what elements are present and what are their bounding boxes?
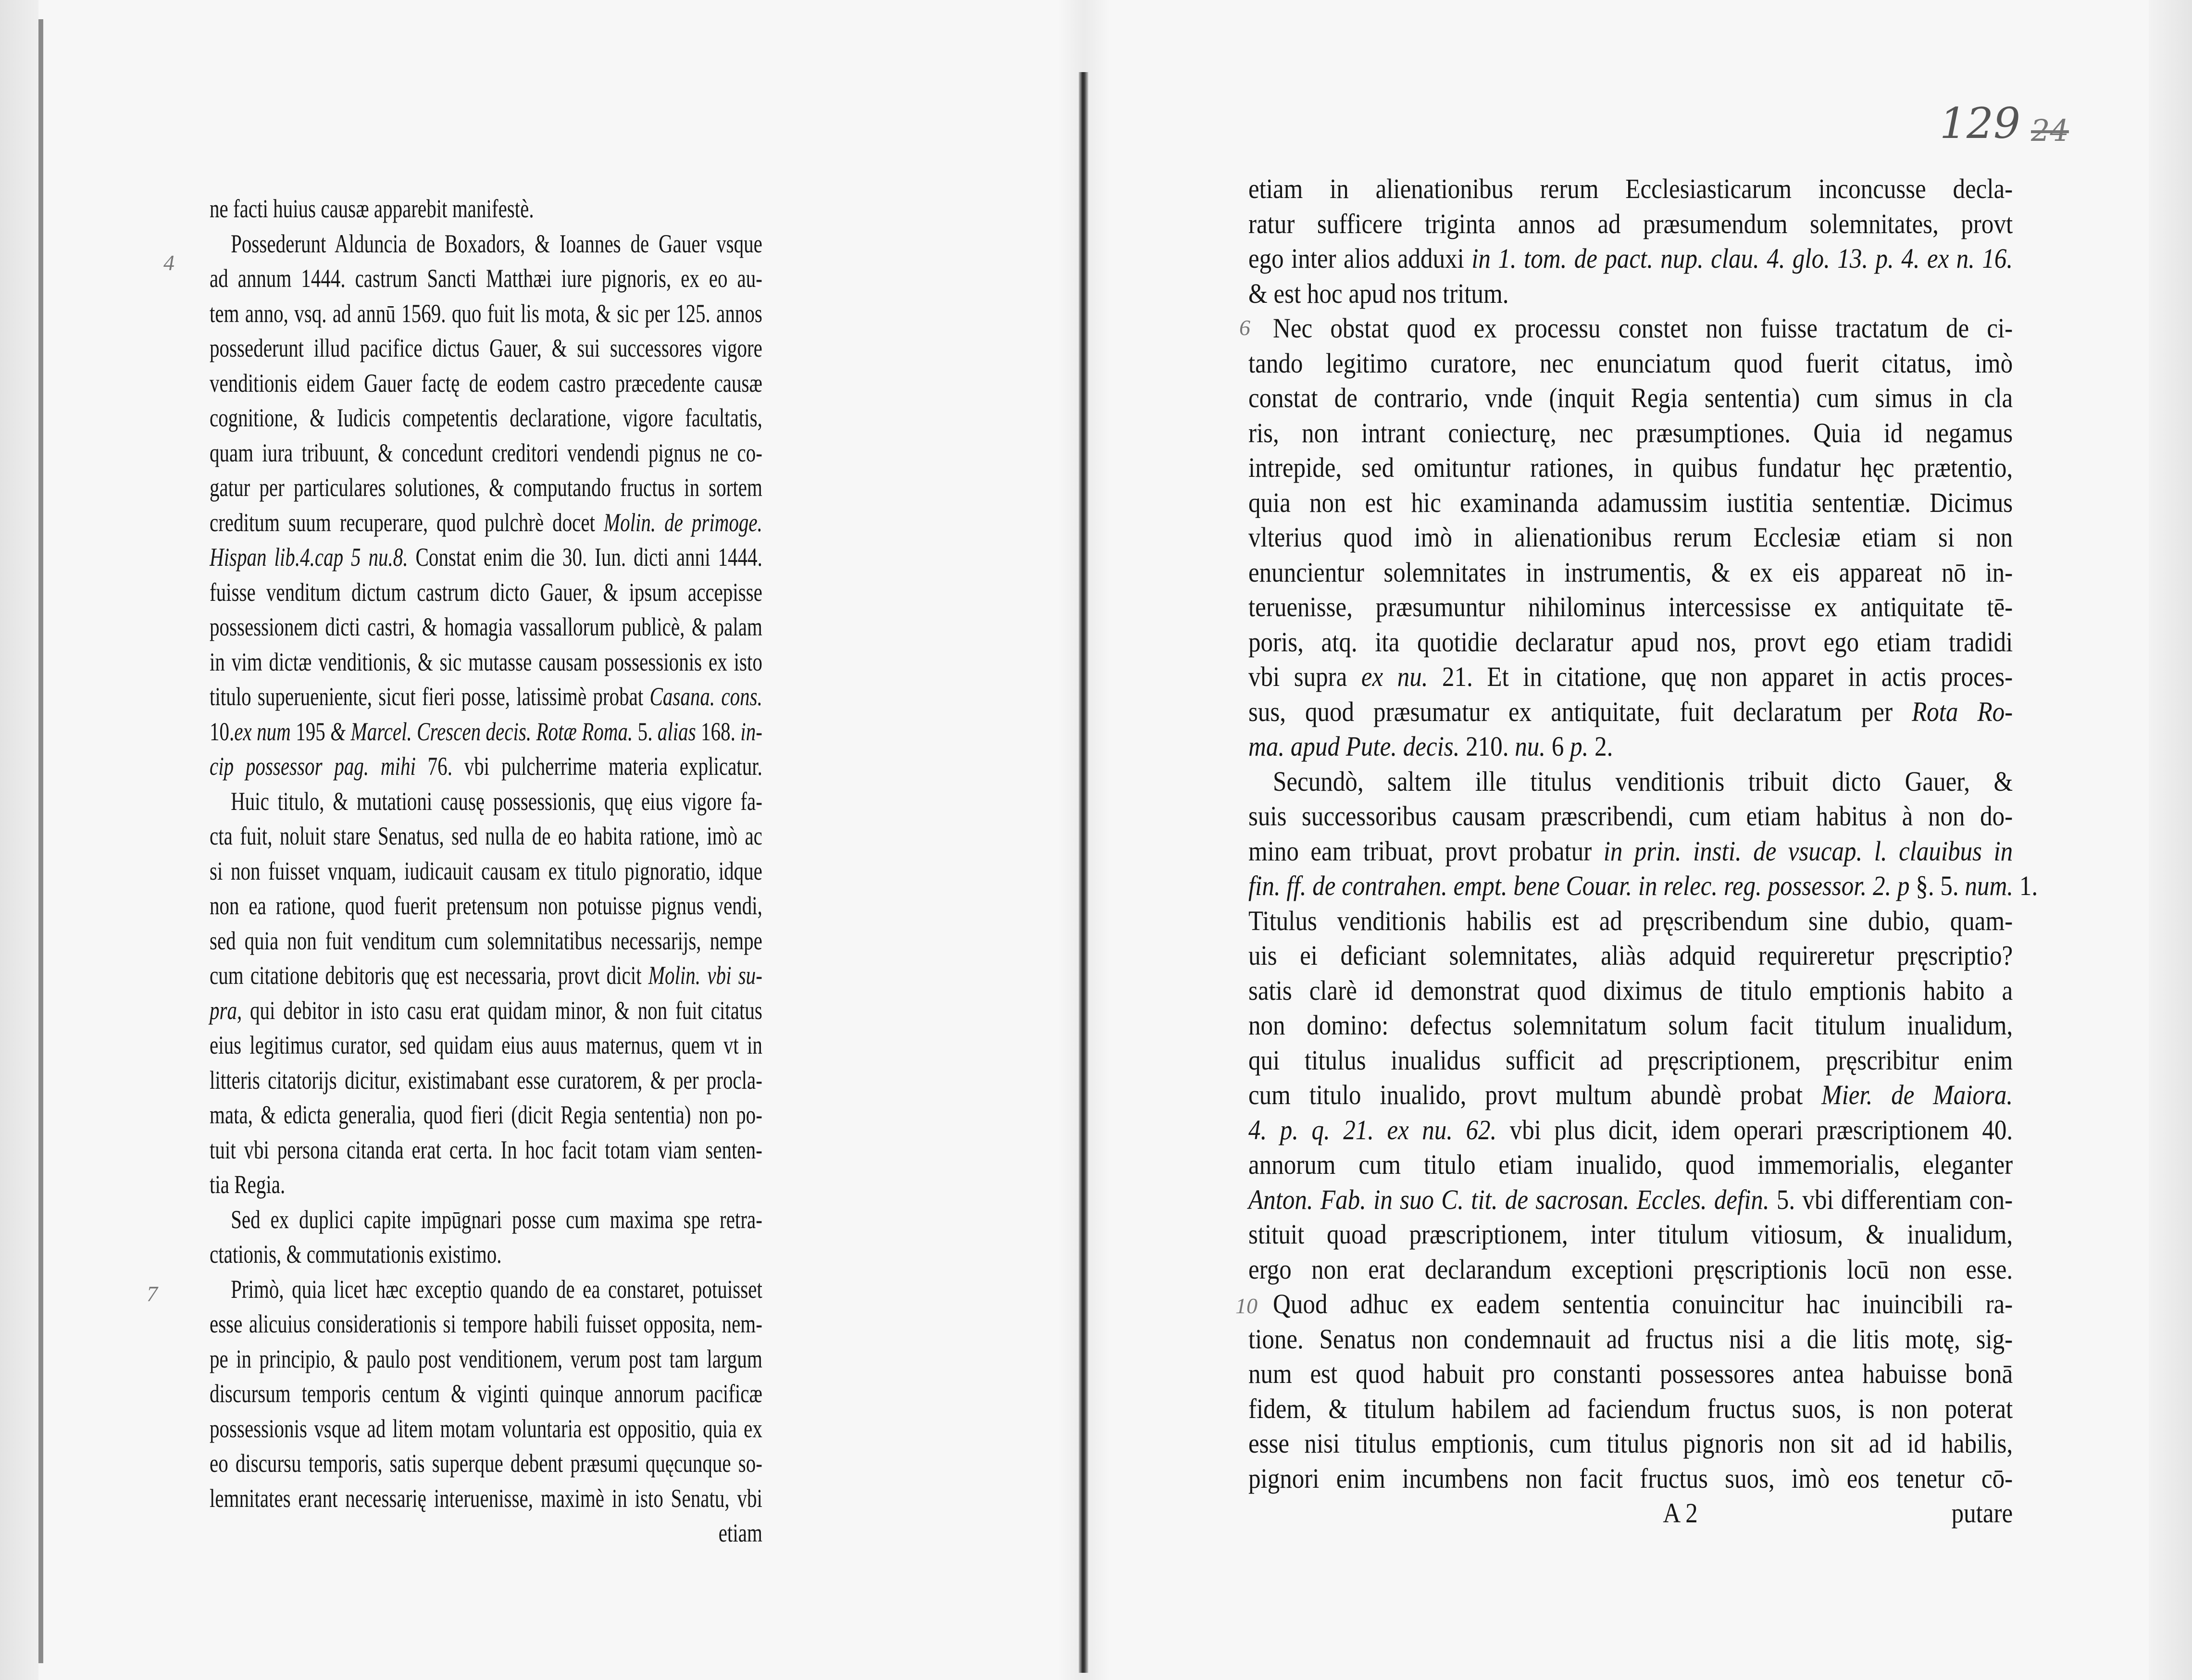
citation-text: Mier. de Maiora. <box>1821 1079 2013 1110</box>
body-text: Constat enim die 30. Iun. dicti anni 1444. <box>408 543 762 572</box>
body-text: 5. vbi differentiam con- <box>1769 1183 2013 1215</box>
text-line <box>210 1167 762 1202</box>
book-gutter <box>1079 72 1088 1673</box>
text-line <box>1248 1287 2013 1322</box>
body-text: vbi supra <box>1248 661 1361 692</box>
body-text: quia non est hic examinanda adamussim iustitia sententiæ. Dicimus <box>1248 486 2013 518</box>
body-text: sed quia non fuit venditum cum solemnitatibus necessarijs, nempe <box>210 926 762 955</box>
body-text: ad annum 1444. castrum Sancti Matthæi iure pignoris, ex eo au- <box>210 264 762 293</box>
text-line <box>1248 1113 2013 1148</box>
body-text: esse alicuius considerationis si tempore habili fuisset opposita, nem- <box>210 1309 762 1338</box>
text-line <box>1248 1147 2013 1182</box>
text-line <box>210 191 762 226</box>
margin-number: 7 <box>147 1282 158 1306</box>
body-text: qui debitor in isto casu erat quidam minor, & non fuit citatus <box>242 996 762 1025</box>
body-text: pignori enim incumbens non facit fructus suos, imò eos tenetur cō- <box>1248 1462 2013 1494</box>
text-line <box>1248 729 2013 764</box>
body-text: 195 <box>290 717 331 746</box>
text-line <box>1248 1461 2013 1496</box>
text-line <box>210 1202 762 1237</box>
text-line <box>1248 1008 2013 1043</box>
text-line <box>210 331 762 366</box>
text-line <box>210 261 762 296</box>
text-line <box>1248 799 2013 834</box>
body-text: esse nisi titulus emptionis, cum titulus pignoris non sit ad id habilis, <box>1248 1428 2013 1459</box>
text-line <box>1248 276 2013 311</box>
citation-text: in prin. insti. de vsucap. l. clauibus in <box>1603 835 2013 867</box>
body-text: litteris citatorijs dicitur, existimabant esse curatorem, & per procla- <box>210 1065 762 1095</box>
body-text: non domino: defectus solemnitatum solum facit titulum inualidum, <box>1248 1009 2013 1041</box>
body-text: Nec obstat quod ex processu constet non fuisse tractatum de ci- <box>1273 312 2013 344</box>
text-line <box>210 1272 762 1307</box>
body-text: titulo superueniente, sicut fieri posse, latissimè probat <box>210 682 650 711</box>
body-text: 168. <box>696 717 741 746</box>
text-line <box>1248 695 2013 730</box>
body-text: 1. <box>2013 870 2038 901</box>
text-line <box>210 854 762 889</box>
margin-number: 10 <box>1235 1294 1258 1318</box>
body-text: ris, non intrant coniecturę, nec præsumptiones. Quia id negamus <box>1248 417 2013 448</box>
text-line <box>210 505 762 540</box>
text-line <box>210 610 762 645</box>
body-text: eo discursu temporis, satis superque debent præsumi quęcunque so- <box>210 1449 762 1478</box>
text-line <box>210 1411 762 1446</box>
body-text: 76. vbi pulcherrime materia explicatur. <box>415 752 762 781</box>
body-text: Primò, quia licet hæc exceptio quando de ea constaret, potuisset <box>231 1274 762 1304</box>
text-line <box>1248 1392 2013 1427</box>
body-text: annorum cum titulo etiam inualido, quod immemorialis, eleganter <box>1248 1149 2013 1180</box>
text-line <box>210 784 762 819</box>
body-text: possederunt illud pacifice dictus Gauer, & sui successores vigore <box>210 334 762 362</box>
text-line <box>1248 555 2013 590</box>
text-line <box>210 226 762 261</box>
handwritten-folio-number: 129 <box>1940 99 2020 148</box>
text-line <box>210 1307 762 1342</box>
text-line <box>1248 311 2013 346</box>
text-line <box>210 1097 762 1132</box>
body-text: non ea ratione, quod fuerit pretensum non potuisse pignus vendi, <box>210 891 762 920</box>
text-line <box>1248 346 2013 381</box>
body-text: §. 5. <box>1909 870 1965 901</box>
text-line <box>1248 938 2013 973</box>
margin-number: 4 <box>163 250 174 275</box>
citation-text: 4. p. q. 21. ex nu. 62. <box>1248 1114 1497 1145</box>
text-line <box>1248 660 2013 695</box>
body-text: intrepide, sed omituntur rationes, in quibus fundatur hęc prætentio, <box>1248 452 2013 483</box>
struck-folio-number: 24 <box>2031 113 2069 148</box>
body-text: in vim dictæ venditionis, & sic mutasse causam possessionis ex isto <box>210 647 762 676</box>
body-text: tando legitimo curatore, nec enunciatum quod fuerit citatus, imò <box>1248 347 2013 379</box>
text-line <box>210 888 762 923</box>
body-text: cum titulo inualido, provt multum abundè probat <box>1248 1079 1822 1110</box>
text-line <box>210 1516 762 1551</box>
body-text: constat de contrario, vnde (inquit Regia sententia) cum simus in cla <box>1248 382 2013 413</box>
text-line <box>210 296 762 331</box>
body-text: vlterius quod imò in alienationibus rerum Ecclesiæ etiam si non <box>1248 522 2013 553</box>
citation-text: Rota Ro- <box>1912 696 2013 727</box>
body-text: suis successoribus causam præscribendi, cum etiam habitus à non do- <box>1248 800 2013 832</box>
text-line <box>210 1342 762 1377</box>
citation-text: Casana. cons. <box>649 682 762 711</box>
body-text: cum citatione debitoris quę est necessaria, provt dicit <box>210 961 648 990</box>
body-text: ergo non erat declarandum exceptioni pręscriptionis locū non esse. <box>1248 1253 2013 1285</box>
body-text: possessionem dicti castri, & homagia vassallorum publicè, & palam <box>210 612 762 641</box>
text-line <box>1248 381 2013 416</box>
text-line <box>210 400 762 436</box>
body-text: vbi plus dicit, idem operari præscriptionem 40. <box>1496 1114 2013 1145</box>
body-text: Secundò, saltem ille titulus venditionis tribuit dicto Gauer, & <box>1273 765 2013 797</box>
body-text: si non fuisset vnquam, iudicauit causam ex titulo pignoratio, idque <box>210 856 762 885</box>
body-text: 10. <box>210 717 235 746</box>
text-line <box>1248 834 2013 869</box>
body-text: 5. <box>633 717 658 746</box>
text-line <box>1248 764 2013 799</box>
text-line <box>1248 207 2013 242</box>
citation-text: Molin. de primoge. <box>603 508 762 537</box>
body-text: Titulus venditionis habilis est ad pręscribendum sine dubio, quam- <box>1248 905 2013 936</box>
text-line <box>210 1063 762 1098</box>
text-line <box>1248 869 2038 904</box>
text-line <box>210 958 762 993</box>
text-line <box>210 1481 762 1516</box>
body-text: & est hoc apud nos tritum. <box>1248 277 1509 309</box>
body-text: 21. Et in citatione, quę non apparet in actis proces- <box>1428 661 2013 692</box>
text-line <box>210 1237 762 1272</box>
body-text: pe in principio, & paulo post venditionem, verum post tam largum <box>210 1344 762 1373</box>
text-line <box>1248 520 2013 555</box>
text-line <box>210 470 762 505</box>
body-text: quam iura tribuunt, & concedunt creditori vendendi pignus ne co- <box>210 438 762 467</box>
text-line <box>1248 485 2013 521</box>
body-text: Sed ex duplici capite impūgnari posse cum maxima spe retra- <box>231 1205 762 1234</box>
text-line <box>1248 590 2013 625</box>
right-page-edge <box>2149 0 2192 1680</box>
text-line <box>210 575 762 610</box>
body-text: creditum suum recuperare, quod pulchrè docet <box>210 508 604 537</box>
citation-text: nu. <box>1515 731 1546 762</box>
text-line <box>210 679 762 714</box>
text-line <box>210 1376 762 1411</box>
body-text: discursum temporis centum & viginti quinque annorum pacificæ <box>210 1379 762 1408</box>
text-line <box>210 1446 762 1481</box>
left-page-text <box>210 191 762 1551</box>
body-text: tia Regia. <box>210 1170 286 1199</box>
body-text: ne facti huius causæ apparebit manifestè. <box>210 194 534 223</box>
citation-text: pra, <box>210 996 242 1025</box>
citation-text: Molin. vbi su- <box>648 961 762 990</box>
citation-text: ex nu. <box>1361 661 1428 692</box>
text-line <box>210 436 762 471</box>
text-line <box>210 645 762 680</box>
citation-text: in- <box>740 717 762 746</box>
catchword: putare <box>1951 1497 2013 1529</box>
citation-text: Hispan lib.4.cap 5 nu.8. <box>210 543 408 572</box>
text-line <box>1248 1322 2013 1357</box>
scan-background-edge <box>0 0 38 1680</box>
text-line <box>1248 1078 2013 1113</box>
text-line <box>210 923 762 958</box>
citation-text: ma. apud Pute. decis. <box>1248 731 1460 762</box>
citation-text: & Marcel. Crescen decis. Rotæ Roma. <box>330 717 633 746</box>
text-line <box>1248 1356 2013 1392</box>
text-line <box>1248 625 2013 660</box>
citation-text: alias <box>657 717 696 746</box>
body-text: tione. Senatus non condemnauit ad fructus nisi a die litis motę, sig- <box>1248 1323 2013 1355</box>
body-text: qui titulus inualidus sufficit ad pręscriptionem, pręscribitur enim <box>1248 1044 2013 1076</box>
text-line <box>1248 1182 2013 1218</box>
body-text: Quod adhuc ex eadem sententia conuincitur hac inuincibili ra- <box>1273 1288 2013 1319</box>
text-line <box>1248 1217 2013 1252</box>
body-text: 6 <box>1545 731 1570 762</box>
body-text: etiam <box>718 1518 762 1547</box>
citation-text: in 1. tom. de pact. nup. clau. 4. glo. 13. p. 4. ex n. 16. <box>1471 243 2013 274</box>
body-text: enuncientur solemnitates in instrumentis, & ex eis appareat nō in- <box>1248 556 2013 588</box>
body-text: cta fuit, noluit stare Senatus, sed nulla de eo habita ratione, imò ac <box>210 821 762 850</box>
body-text: fuisse venditum dictum castrum dicto Gauer, & ipsum accepisse <box>210 577 762 607</box>
body-text: ratur sufficere triginta annos ad præsumendum solemnitates, provt <box>1248 208 2013 239</box>
body-text: ctationis, & commutationis existimo. <box>210 1240 502 1269</box>
citation-text: p. <box>1570 731 1589 762</box>
text-line <box>1248 450 2013 485</box>
body-text: lemnitates erant necessarię interuenisse, maximè in isto Senatu, vbi <box>210 1483 762 1513</box>
body-text: 2. <box>1588 731 1613 762</box>
body-text: ego inter alios adduxi <box>1248 243 1472 274</box>
body-text: tem anno, vsq. ad annū 1569. quo fuit lis mota, & sic per 125. annos <box>210 299 762 328</box>
page-footer <box>1248 1496 2013 1531</box>
right-page-text <box>1248 172 2038 1531</box>
body-text: num est quod habuit pro constanti possessores antea habuisse bonā <box>1248 1358 2013 1389</box>
body-text: Possederunt Alduncia de Boxadors, & Ioannes de Gauer vsque <box>231 229 762 258</box>
citation-text: cip possessor pag. mihi <box>210 752 416 781</box>
text-line <box>210 1028 762 1063</box>
text-line <box>1248 172 2013 207</box>
text-line <box>1248 1043 2013 1078</box>
text-line <box>210 993 762 1028</box>
margin-number: 6 <box>1239 315 1250 340</box>
body-text: eius legitimus curator, sed quidam eius auus maternus, quem vt in <box>210 1031 762 1059</box>
signature-mark: A 2 <box>1663 1497 1698 1529</box>
text-line <box>1248 1426 2013 1461</box>
body-text: sus, quod præsumatur ex antiquitate, fuit declaratum per <box>1248 696 1912 727</box>
text-line <box>210 819 762 854</box>
citation-text: Anton. Fab. in suo C. tit. de sacrosan. Eccles. defin. <box>1248 1183 1769 1215</box>
body-text: stituit quoad præscriptionem, inter titulum vitiosum, & inualidum, <box>1248 1219 2013 1250</box>
citation-text: ex num <box>234 717 291 746</box>
citation-text: num. <box>1965 870 2014 901</box>
citation-text: fin. ff. de contrahen. empt. bene Couar. in relec. reg. possessor. 2. p <box>1248 870 1910 901</box>
text-line <box>210 1132 762 1168</box>
text-line <box>1248 1252 2013 1287</box>
text-line <box>1248 904 2013 939</box>
left-page-edge <box>38 19 43 1663</box>
body-text: 210. <box>1459 731 1515 762</box>
body-text: satis clarè id demonstrat quod diximus de titulo emptionis habito a <box>1248 974 2013 1006</box>
text-line <box>1248 241 2013 276</box>
text-line <box>210 366 762 401</box>
body-text: cognitione, & Iudicis competentis declaratione, vigore facultatis, <box>210 403 762 432</box>
body-text: tuit vbi persona citanda erat certa. In hoc facit totam viam senten- <box>210 1135 762 1164</box>
body-text: gatur per particulares solutiones, & computando fructus in sortem <box>210 473 762 502</box>
body-text: teruenisse, præsumuntur nihilominus intercessisse ex antiquitate tē- <box>1248 591 2013 622</box>
body-text: mino eam tribuat, provt probatur <box>1248 835 1604 867</box>
text-line <box>210 540 762 575</box>
body-text: fidem, & titulum habilem ad faciendum fructus suos, is non poterat <box>1248 1393 2013 1424</box>
body-text: poris, atq. ita quotidie declaratur apud nos, provt ego etiam tradidi <box>1248 626 2013 658</box>
body-text: uis ei deficiant solemnitates, aliàs adquid requireretur pręscriptio? <box>1248 940 2013 971</box>
text-line <box>210 714 762 749</box>
text-line <box>1248 416 2013 451</box>
body-text: mata, & edicta generalia, quod fieri (dicit Regia sententia) non po- <box>210 1100 762 1129</box>
body-text: possessionis vsque ad litem motam voluntaria est oppositio, quia ex <box>210 1414 762 1443</box>
text-line <box>1248 973 2013 1008</box>
body-text: Huic titulo, & mutationi causę possessionis, quę eius vigore fa- <box>231 786 762 816</box>
text-line <box>210 749 762 784</box>
body-text: etiam in alienationibus rerum Ecclesiasticarum inconcusse decla- <box>1248 173 2013 204</box>
body-text: venditionis eidem Gauer factę de eodem castro præcedente causæ <box>210 368 762 398</box>
